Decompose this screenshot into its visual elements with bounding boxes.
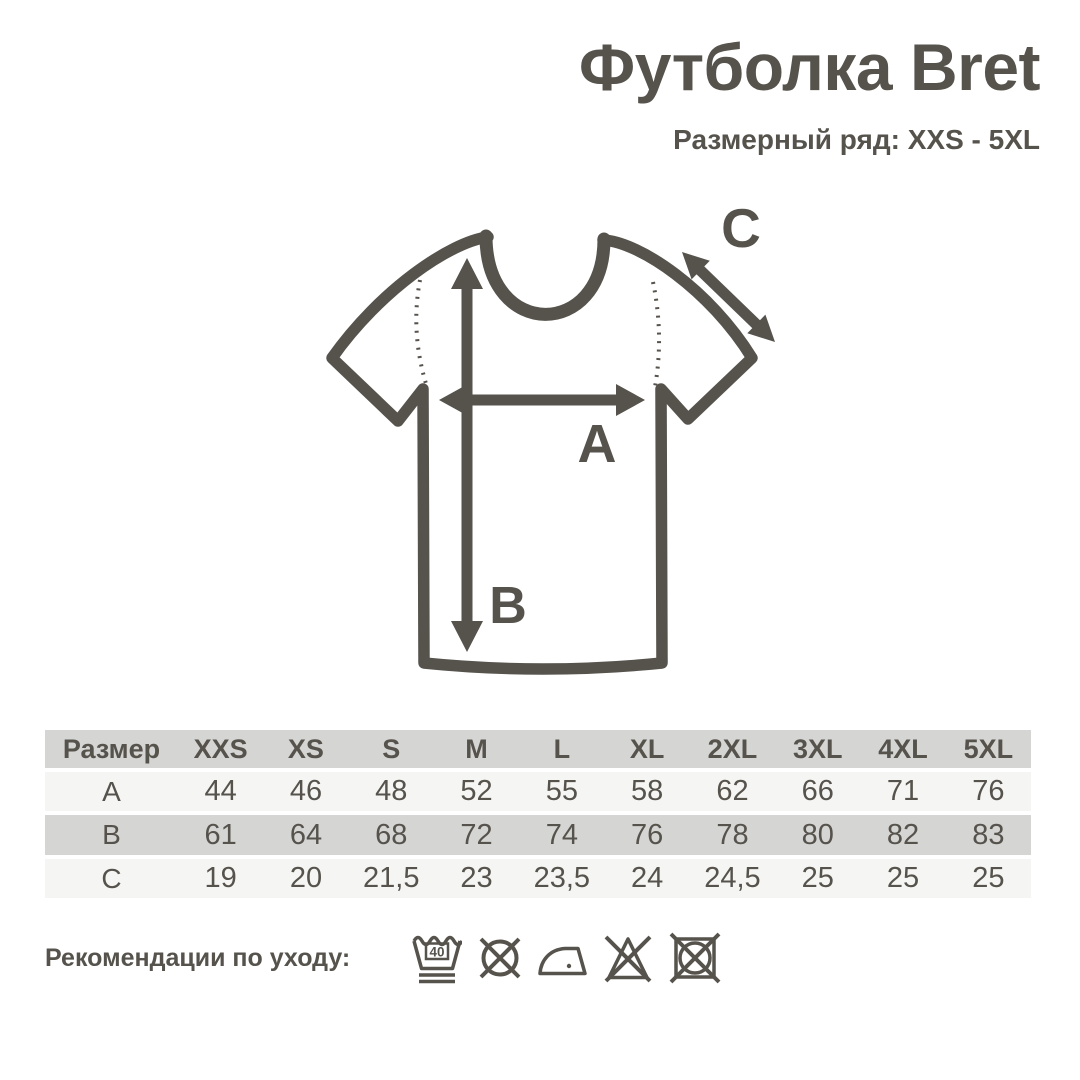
size-table-row-label: C: [45, 859, 178, 898]
do-not-dry-clean-icon: [475, 930, 525, 987]
wash-temperature-label: 40: [429, 944, 445, 960]
size-table-value: 76: [946, 772, 1031, 811]
tshirt-outline: [332, 237, 752, 669]
size-table-value: 58: [605, 772, 690, 811]
size-table-value: 23: [434, 859, 519, 898]
size-table-value: 83: [946, 815, 1031, 855]
right-seam-dotted-line: [653, 282, 659, 387]
size-table-value: 52: [434, 772, 519, 811]
label-c: C: [721, 197, 761, 259]
size-table-header-cell: XXS: [178, 730, 263, 768]
size-table-value: 72: [434, 815, 519, 855]
size-table-value: 80: [775, 815, 860, 855]
size-table-header-cell: S: [349, 730, 434, 768]
care-label: Рекомендации по уходу:: [45, 944, 351, 972]
size-table-header-cell: L: [519, 730, 604, 768]
size-table-value: 24,5: [690, 859, 775, 898]
length-arrow-bottom: [451, 428, 483, 652]
size-table-value: 78: [690, 815, 775, 855]
size-range-subtitle: Размерный ряд: XXS - 5XL: [673, 124, 1040, 155]
care-icons-row: [412, 930, 722, 987]
size-table-value: 25: [860, 859, 945, 898]
size-table-value: 24: [605, 859, 690, 898]
size-table-header-cell: Размер: [45, 730, 178, 768]
size-table-header-cell: XL: [605, 730, 690, 768]
size-table-header-cell: 3XL: [775, 730, 860, 768]
size-table-value: 62: [690, 772, 775, 811]
size-table-row-label: A: [45, 772, 178, 811]
size-table-header-cell: XS: [263, 730, 348, 768]
tshirt-diagram-svg: [300, 190, 800, 690]
collar-outline: [486, 236, 604, 314]
size-table: [45, 730, 1031, 898]
size-table-value: 48: [349, 772, 434, 811]
tshirt-measurement-diagram: [300, 190, 800, 690]
do-not-bleach-icon: [601, 930, 655, 987]
label-a: A: [577, 414, 617, 474]
do-not-tumble-dry-icon: [668, 930, 722, 987]
size-table-value: 66: [775, 772, 860, 811]
label-b: B: [489, 577, 527, 635]
size-table-value: 46: [263, 772, 348, 811]
size-table-value: 68: [349, 815, 434, 855]
size-table-value: 23,5: [519, 859, 604, 898]
size-table-value: 21,5: [349, 859, 434, 898]
size-table-value: 55: [519, 772, 604, 811]
size-table-value: 64: [263, 815, 348, 855]
size-table-header-cell: 5XL: [946, 730, 1031, 768]
size-table-value: 19: [178, 859, 263, 898]
size-table-row-label: B: [45, 815, 178, 855]
size-table-header-cell: 4XL: [860, 730, 945, 768]
size-table-value: 44: [178, 772, 263, 811]
page-title: Футболка Bret: [578, 30, 1040, 104]
size-table-value: 76: [605, 815, 690, 855]
left-seam-dotted-line: [416, 280, 427, 387]
size-table-value: 74: [519, 815, 604, 855]
size-table-value: 61: [178, 815, 263, 855]
size-table-value: 82: [860, 815, 945, 855]
size-table-header-cell: M: [434, 730, 519, 768]
size-table-value: 25: [775, 859, 860, 898]
care-recommendations: [45, 930, 722, 987]
size-table-value: 71: [860, 772, 945, 811]
wash-40-icon: [412, 930, 462, 987]
size-table-value: 25: [946, 859, 1031, 898]
size-table-value: 20: [263, 859, 348, 898]
iron-low-temp-icon: [538, 930, 588, 987]
size-table-header-cell: 2XL: [690, 730, 775, 768]
